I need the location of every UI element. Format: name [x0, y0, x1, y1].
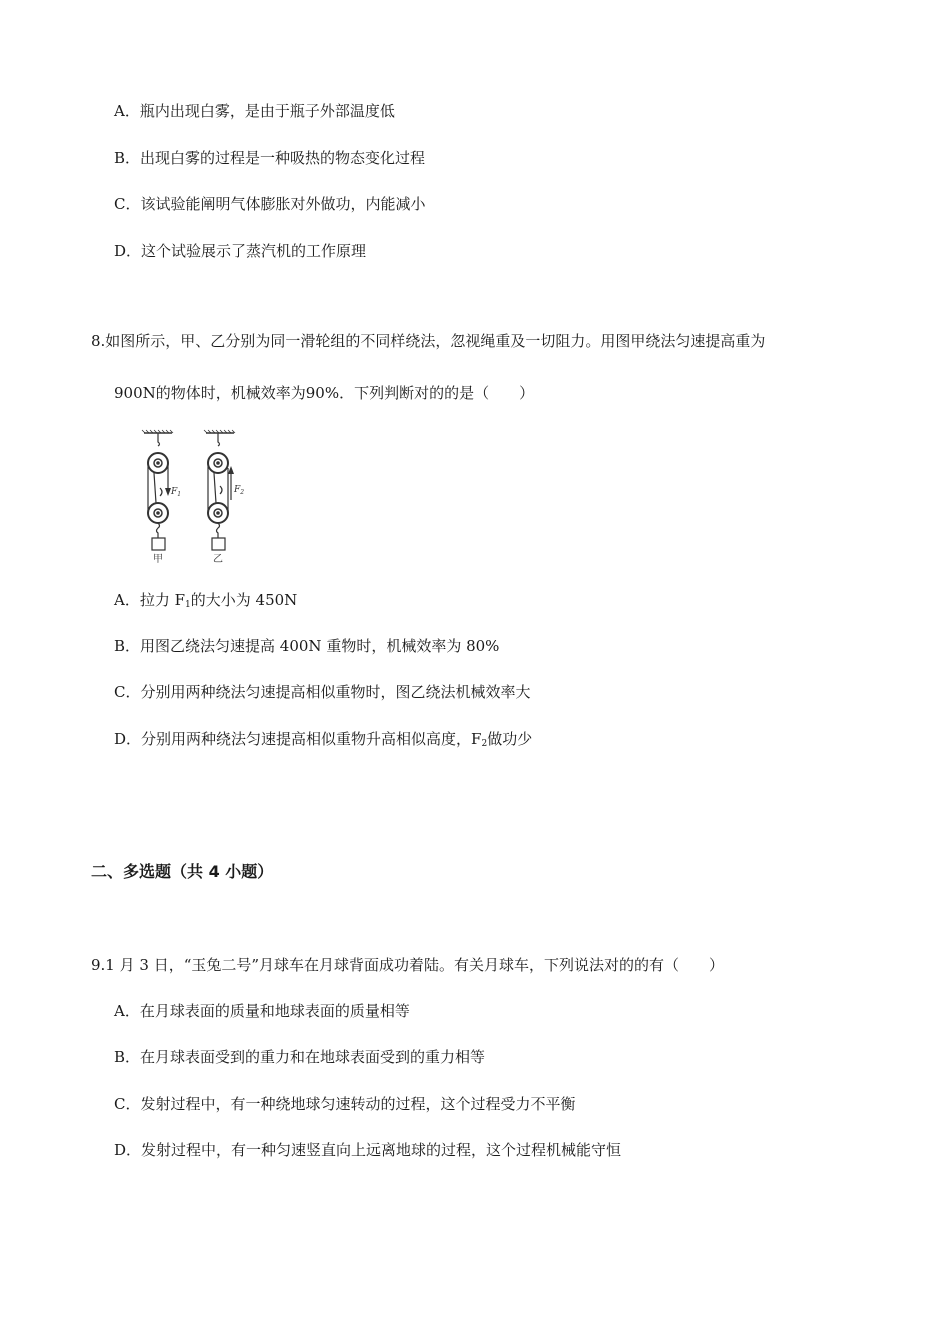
- option-text: 分别用两种绕法匀速提高相似重物时，图乙绕法机械效率大: [140, 683, 531, 701]
- force-label-f1: $F_1$: [171, 487, 182, 498]
- section-heading: 二、多选题（共 4 小题）: [91, 862, 274, 881]
- option-text: 发射过程中，有一种匀速竖直向上远离地球的过程，这个过程机械能守恒: [141, 1141, 622, 1159]
- option-letter: C．: [114, 1095, 141, 1113]
- option-text: 该试验能阐明气体膨胀对外做功，内能减小: [140, 195, 426, 213]
- pulley-system-right: [204, 430, 235, 550]
- q7-option-a: [114, 101, 395, 121]
- q9-option-b: [114, 1047, 485, 1067]
- option-text-pre: 拉力 F: [139, 591, 186, 609]
- q7-option-d: [114, 241, 366, 261]
- option-letter: D．: [114, 242, 142, 260]
- q7-option-c: [114, 194, 426, 214]
- option-text: 在月球表面受到的重力和在地球表面受到的重力相等: [140, 1048, 486, 1066]
- option-letter: A．: [114, 1002, 140, 1020]
- q8-option-d: [114, 729, 532, 754]
- pulley-system-left: [142, 430, 173, 550]
- pulley-diagram: [110, 428, 250, 570]
- q9-stem: 9.1 月 3 日，“玉兔二号”月球车在月球背面成功着陆。有关月球车，下列说法对的的有（ ）: [91, 956, 725, 974]
- option-text-pre: 分别用两种绕法匀速提高相似重物升高相似高度，F: [141, 730, 482, 748]
- q9-option-a: [114, 1001, 410, 1021]
- q9-option-d: [114, 1140, 621, 1160]
- option-letter: C．: [114, 683, 141, 701]
- force-label-f2: $F_2$: [234, 485, 245, 496]
- option-letter: B．: [114, 637, 141, 655]
- option-text-post: 做功少: [487, 730, 533, 748]
- q8-option-c: [114, 682, 531, 702]
- pulley-figure: [110, 428, 250, 570]
- option-letter: D．: [114, 1141, 142, 1159]
- option-letter: C．: [114, 195, 141, 213]
- figure-label-yi: 乙: [213, 554, 223, 565]
- option-letter: B．: [114, 1048, 141, 1066]
- q9-option-c: [114, 1094, 576, 1114]
- subscript: 2: [481, 739, 488, 749]
- option-letter: B．: [114, 149, 141, 167]
- option-letter: A．: [114, 591, 140, 609]
- q8-stem-line2: 900N的物体时，机械效率为90%．下列判断对的的是（ ）: [114, 384, 535, 402]
- option-letter: A．: [114, 102, 140, 120]
- q8-option-a: [114, 590, 297, 615]
- option-text: 瓶内出现白雾，是由于瓶子外部温度低: [139, 102, 395, 120]
- option-letter: D．: [114, 730, 142, 748]
- q8-stem-line1: 8.如图所示，甲、乙分别为同一滑轮组的不同样绕法，忽视绳重及一切阻力。用图甲绕法匀速提高重为: [91, 332, 766, 350]
- option-text-post: 的大小为 450N: [190, 591, 298, 609]
- option-text: 在月球表面的质量和地球表面的质量相等: [139, 1002, 410, 1020]
- subscript: 1: [185, 600, 191, 610]
- q8-option-b: [114, 636, 499, 656]
- q7-option-b: [114, 148, 425, 168]
- option-text: 发射过程中，有一种绕地球匀速转动的过程，这个过程受力不平衡: [140, 1095, 576, 1113]
- figure-label-jia: 甲: [153, 554, 163, 565]
- option-text: 出现白雾的过程是一种吸热的物态变化过程: [140, 149, 426, 167]
- option-text: 用图乙绕法匀速提高 400N 重物时，机械效率为 80%: [140, 637, 500, 655]
- option-text: 这个试验展示了蒸汽机的工作原理: [141, 242, 367, 260]
